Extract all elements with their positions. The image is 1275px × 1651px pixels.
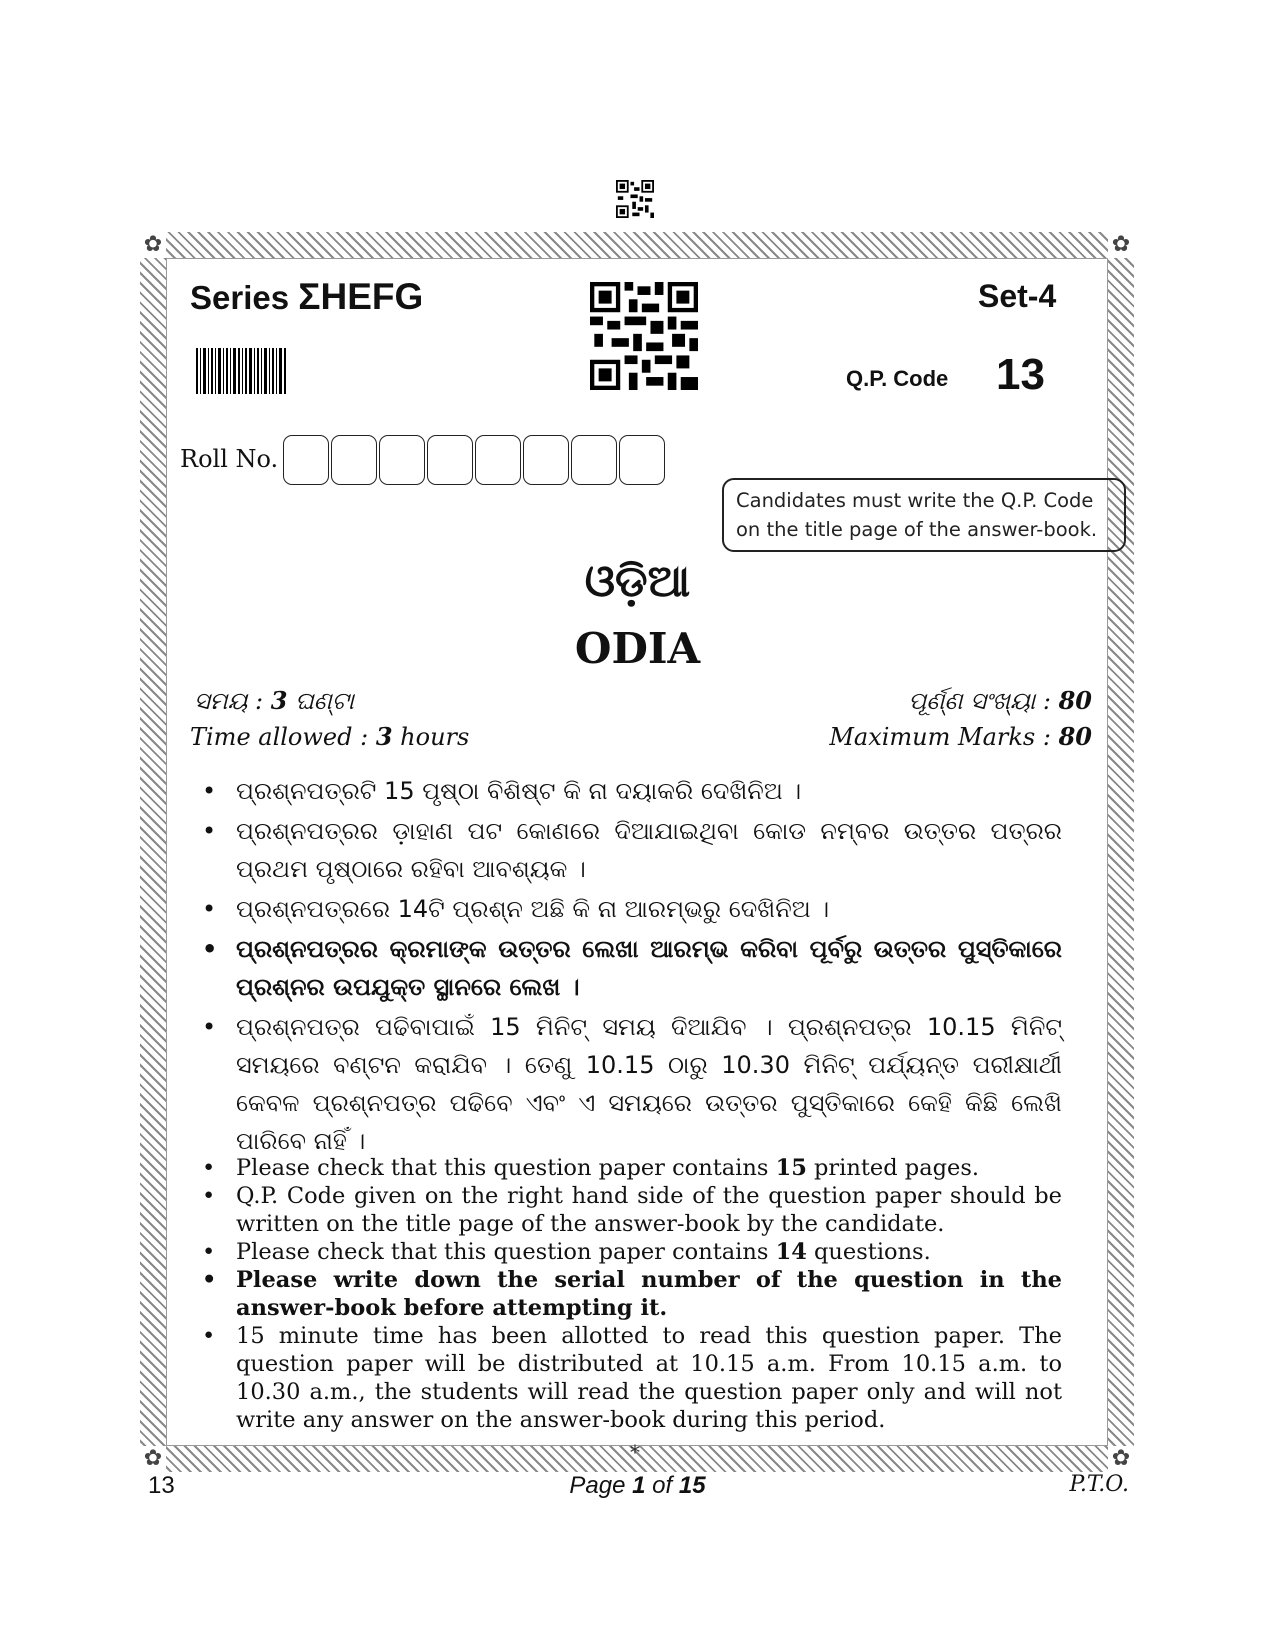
pto-label: P.T.O. xyxy=(1069,1472,1129,1497)
instruction-english-item: • Please write down the serial number of the question in the answer-book before attempting it. xyxy=(198,1266,1062,1322)
time-allowed-odia xyxy=(194,686,354,715)
time-odia-label: ସମୟ : xyxy=(194,687,271,715)
max-marks-english xyxy=(829,722,1092,751)
instruction-english-item: • Q.P. Code given on the right hand side of the question paper should be written on the title page of the answer-book by the candidate. xyxy=(198,1182,1062,1238)
time-odia-value: 3 xyxy=(270,686,288,715)
set-number: Set-4 xyxy=(978,278,1057,314)
time-en-unit: hours xyxy=(392,723,470,751)
instructions-english xyxy=(198,1154,1062,1434)
qp-code-notice: Candidates must write the Q.P. Code on the title page of the answer-book. xyxy=(722,478,1126,552)
asterisk-mark: * xyxy=(630,1440,640,1464)
flower-ornament-icon: ✿ xyxy=(140,232,166,258)
roll-number-box[interactable] xyxy=(379,435,425,485)
roll-number-boxes xyxy=(283,435,667,485)
instruction-english-item: • 15 minute time has been allotted to read this question paper. The question paper will be distributed at 10.15 a.m. From 10.15 a.m. to 10.30 a.m., the students will read the question paper only and will not write any answer on the answer-book during this period. xyxy=(198,1322,1062,1434)
instruction-odia-item: • ପ୍ରଶ୍ନପତ୍ରର କ୍ରମାଙ୍କ ଉତ୍ତର ଲେଖା ଆରମ୍ଭ କରିବା ପୂର୍ବରୁ ଉତ୍ତର ପୁସ୍ତିକାରେ ପ୍ରଶ୍ନର ଉପଯୁକ୍ତ ସ୍ଥାନରେ ଲେଖ । xyxy=(198,930,1062,1006)
instruction-text: Please check that this question paper contains xyxy=(236,1239,776,1265)
roll-number-box[interactable] xyxy=(427,435,473,485)
roll-number-box[interactable] xyxy=(523,435,569,485)
page-current: 1 xyxy=(632,1472,646,1499)
qp-code-value: 13 xyxy=(996,350,1045,399)
marks-odia-label: ପୂର୍ଣ୍ଣ ସଂଖ୍ୟା : xyxy=(908,687,1059,715)
flower-ornament-icon: ✿ xyxy=(1108,232,1134,258)
page-of-label: of xyxy=(645,1472,679,1499)
roll-number-box[interactable] xyxy=(475,435,521,485)
subject-title-odia: ଓଡ଼ିଆ xyxy=(584,556,691,607)
time-en-label: Time allowed : xyxy=(190,723,376,751)
max-marks-odia xyxy=(908,686,1092,715)
series-label-text: Series xyxy=(190,279,290,316)
roll-number-box[interactable] xyxy=(331,435,377,485)
marks-en-label: Maximum Marks : xyxy=(829,723,1059,751)
page-total: 15 xyxy=(678,1472,706,1499)
flower-ornament-icon: ✿ xyxy=(140,1446,166,1472)
qr-code-small-icon xyxy=(616,180,654,218)
instruction-text: printed pages. xyxy=(806,1155,980,1181)
marks-odia-value: 80 xyxy=(1058,686,1092,715)
footer-qp-code: 13 xyxy=(148,1472,175,1499)
roll-number-box[interactable] xyxy=(619,435,665,485)
roll-number-box[interactable] xyxy=(283,435,329,485)
subject-title-english: ODIA xyxy=(574,624,701,673)
series-code: ΣHEFG xyxy=(298,276,424,317)
time-en-value: 3 xyxy=(375,722,393,751)
instruction-english-item xyxy=(198,1238,1062,1266)
instruction-text: questions. xyxy=(806,1239,931,1265)
page-label: Page xyxy=(569,1472,633,1499)
barcode-icon xyxy=(196,348,286,394)
time-odia-unit: ଘଣ୍ଟା xyxy=(287,687,354,715)
marks-en-value: 80 xyxy=(1058,722,1092,751)
roll-number-label: Roll No. xyxy=(180,445,279,473)
instruction-odia-item: • ପ୍ରଶ୍ନପତ୍ରର ଡ଼ାହାଣ ପଟ କୋଣରେ ଦିଆଯାଇଥିବା କୋଡ ନମ୍ବର ଉତ୍ତର ପତ୍ରର ପ୍ରଥମ ପୃଷ୍ଠାରେ ରହିବା ଆବଶ୍ୟକ । xyxy=(198,812,1062,888)
qr-code-icon xyxy=(590,282,698,390)
instruction-odia-item: • ପ୍ରଶ୍ନପତ୍ରରେ 14ଟି ପ୍ରଶ୍ନ ଅଛି କି ନା ଆରମ୍ଭରୁ ଦେଖିନିଅ । xyxy=(198,890,1062,928)
qp-code-label: Q.P. Code xyxy=(846,366,949,391)
instruction-odia-item: • ପ୍ରଶ୍ନପତ୍ରଟି 15 ପୃଷ୍ଠା ବିଶିଷ୍ଟ କି ନା ଦୟାକରି ଦେଖିନିଅ । xyxy=(198,772,1062,810)
instructions-odia xyxy=(198,772,1062,1162)
instruction-odia-item: • ପ୍ରଶ୍ନପତ୍ର ପଢିବାପାଇଁ 15 ମିନିଟ୍ ସମୟ ଦିଆଯିବ । ପ୍ରଶ୍ନପତ୍ର 10.15 ମିନିଟ୍ ସମୟରେ ବଣ୍ଟନ କରାଯିବ । ତେଣୁ 10.15 ଠାରୁ 10.30 ମିନିଟ୍ ପର୍ଯ୍ୟନ୍ତ ପରୀକ୍ଷାର୍ଥୀ କେବଳ ପ୍ରଶ୍ନପତ୍ର ପଢିବେ ଏବଂ ଏ ସମୟରେ ଉତ୍ତର ପୁସ୍ତିକାରେ କେହି କିଛି ଲେଖି ପାରିବେ ନାହିଁ । xyxy=(198,1008,1062,1160)
series-label xyxy=(190,276,423,318)
instruction-english-item xyxy=(198,1154,1062,1182)
instruction-bold-number: 14 xyxy=(775,1239,807,1265)
instruction-text: Please check that this question paper contains xyxy=(236,1155,776,1181)
roll-number-box[interactable] xyxy=(571,435,617,485)
instruction-bold-number: 15 xyxy=(775,1155,807,1181)
time-allowed-english xyxy=(190,722,469,751)
flower-ornament-icon: ✿ xyxy=(1108,1446,1134,1472)
